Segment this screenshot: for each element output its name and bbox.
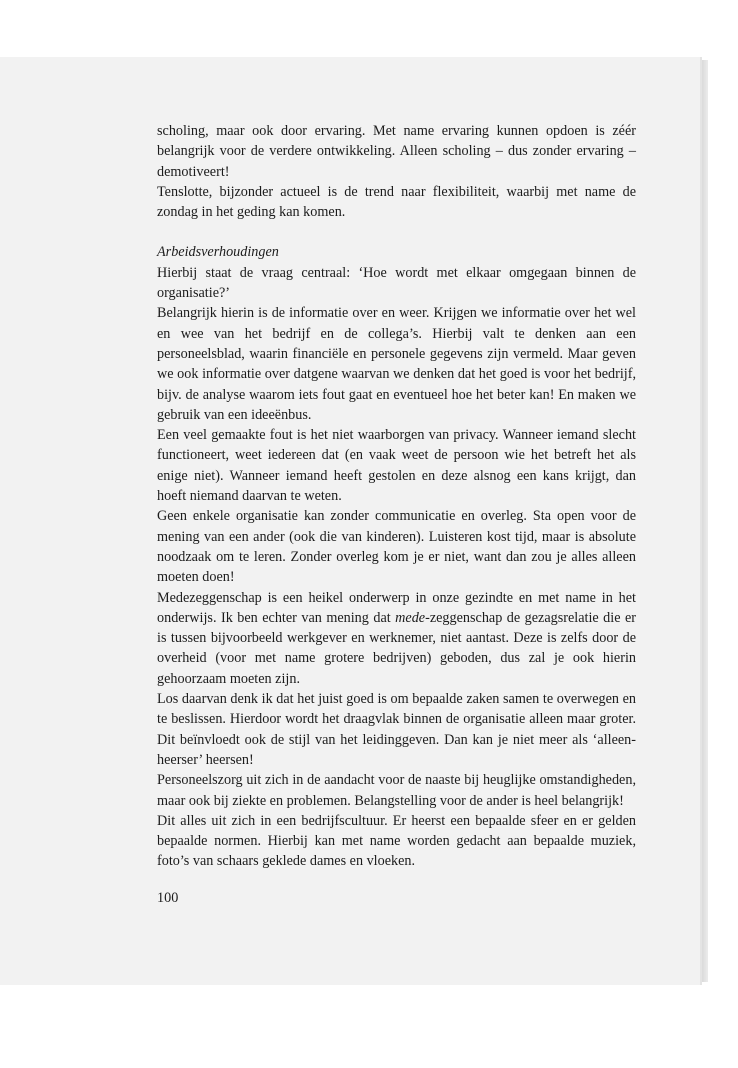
section-heading: Arbeidsverhoudingen (157, 244, 279, 261)
medezeggenschap-emphasis: mede (395, 609, 426, 626)
paragraph-informatie: Belangrijk hierin is de informatie over en weer. Krijgen we informatie over het wel en wee van het bedrijf en de collega’s. Hierbij valt te denken aan een personeelsblad, waarin financiële en personele gegevens zijn vermeld. Maar geven we ook informatie over datgene waarvan we denken dat het goed is voor het bedrijf, bijv. de analyse waarom iets fout gaat en eventueel hoe het beter kan! En maken we gebruik van een ideeënbus. (157, 305, 636, 423)
paragraph-privacy: Een veel gemaakte fout is het niet waarborgen van privacy. Wanneer iemand slecht functioneert, weet iedereen dat (en vaak weet de persoon wie het betreft het als enige niet). Wanneer iemand heeft gestolen en deze alsnog een kans krijgt, dan hoeft niemand daarvan te weten. (157, 427, 636, 505)
paragraph-medezeggenschap (157, 588, 636, 689)
medezeggenschap-text-a: Medezeggenschap is een heikel onderwerp in onze gezindte en met name in het onderwijs. Ik ben echter van mening dat (157, 589, 636, 626)
medezeggenschap-text-b: -zeggenschap de gezagsrelatie die er is tussen bijvoorbeeld werkgever en werknemer, niet aantast. Deze is zelfs door de overheid (voor met name grotere bedrijven) geboden, dus zal je ook hierin gehoorzaam moeten zijn. (157, 609, 636, 687)
paragraph-flexibiliteit: Tenslotte, bijzonder actueel is de trend naar flexibiliteit, waarbij met name de zondag in het geding kan komen. (157, 183, 636, 221)
paragraph-personeelszorg: Personeelszorg uit zich in de aandacht voor de naaste bij heuglijke omstandigheden, maar ook bij ziekte en problemen. Belangstelling voor de ander is heel belangrijk! (157, 772, 636, 809)
page-number: 100 (157, 890, 179, 906)
paragraph-scholing: scholing, maar ook door ervaring. Met name ervaring kunnen opdoen is zéér belangrijk voor de verdere ontwikkeling. Alleen scholing – dus zonder ervaring – demotiveert! (157, 123, 636, 180)
paragraph-draagvlak: Los daarvan denk ik dat het juist goed is om bepaalde zaken samen te overwegen en te beslissen. Hierdoor wordt het draagvlak binnen de organisatie alleen maar groter. Dit beïnvloedt ook de stijl van het leidinggeven. Dan kan je niet meer als ‘alleen-heerser’ heersen! (157, 691, 636, 768)
paragraph-communicatie: Geen enkele organisatie kan zonder communicatie en overleg. Sta open voor de mening van een ander (ook die van kinderen). Luisteren kost tijd, maar is absolute noodzaak om te leren. Zonder overleg kom je er niet, want dan zou je alles alleen moeten doen! (157, 508, 636, 586)
body-text (157, 121, 636, 872)
paragraph-bedrijfscultuur: Dit alles uit zich in een bedrijfscultuur. Er heerst een bepaalde sfeer en er gelden bepaalde normen. Hierbij kan met name worden gedacht aan bepaalde muziek, foto’s van schaars geklede dames en vloeken. (157, 812, 636, 870)
page-edge (702, 60, 708, 982)
paragraph-vraag: Hierbij staat de vraag centraal: ‘Hoe wordt met elkaar omgegaan binnen de organisatie?’ (157, 264, 636, 302)
